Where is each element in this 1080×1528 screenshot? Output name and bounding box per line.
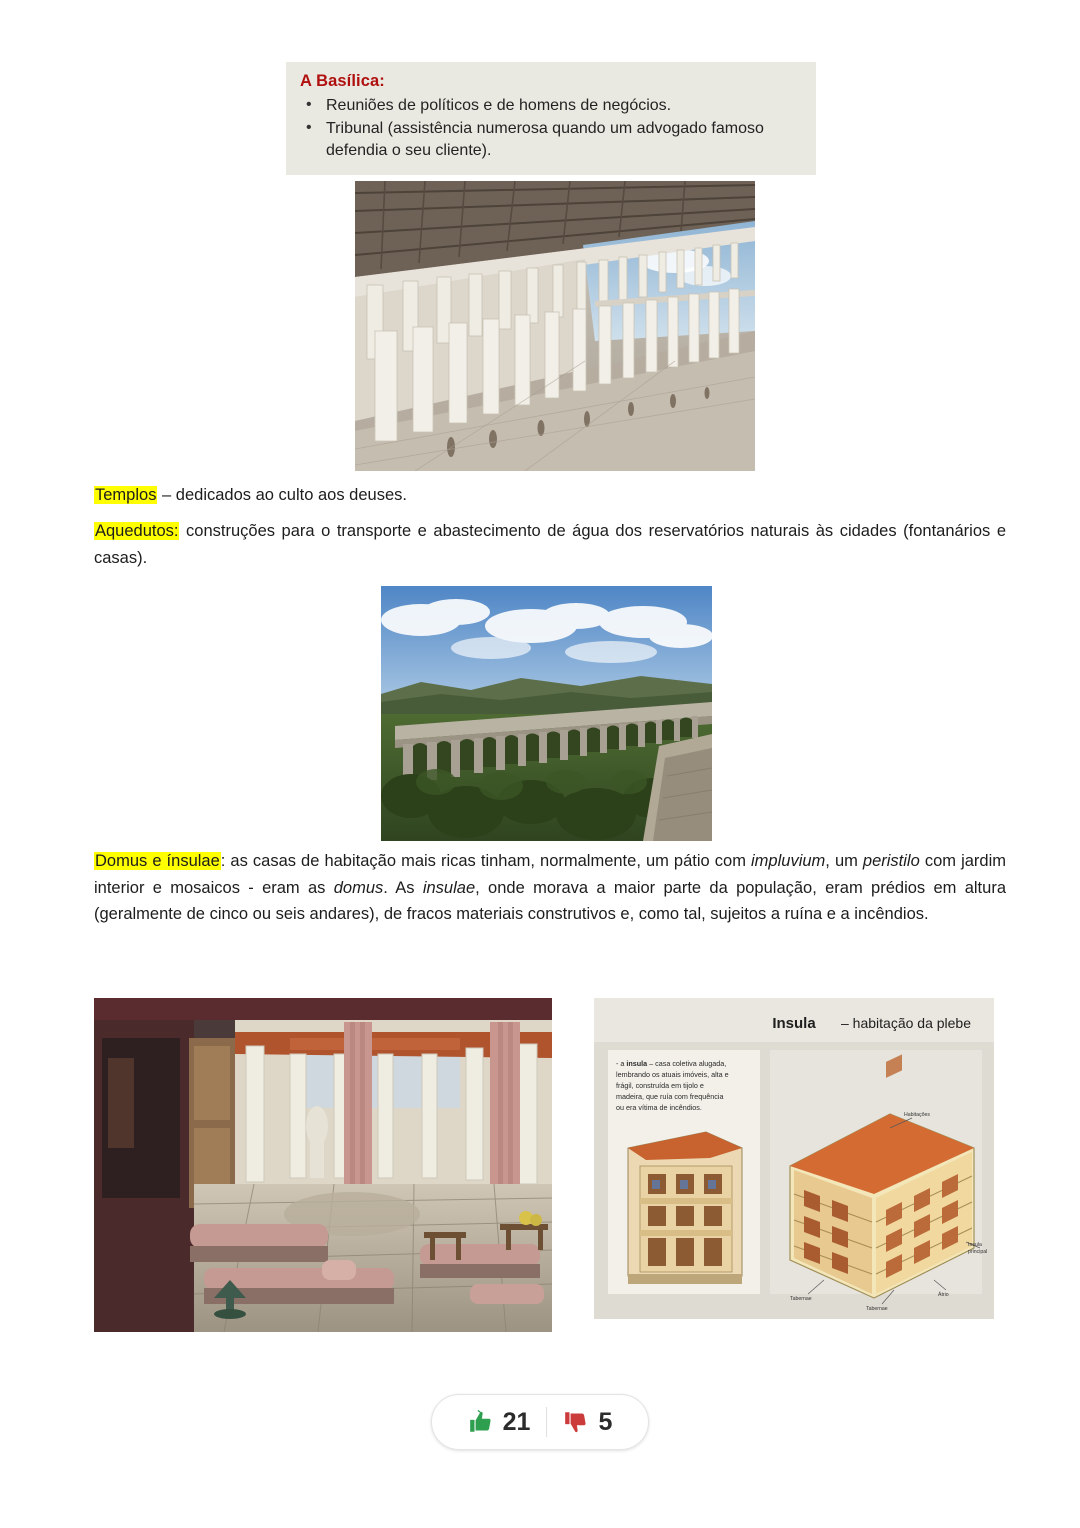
domus-text-2: , um (825, 852, 863, 870)
svg-text:Tabernae: Tabernae (790, 1296, 812, 1302)
svg-text:Tabernae: Tabernae (866, 1306, 888, 1312)
list-item: • Tribunal (assistência numerosa quando um advogado famoso defendia o seu cliente). (300, 118, 804, 162)
aqueduct-illustration (381, 586, 712, 841)
domus-text-4: . As (383, 878, 423, 897)
domus-italic-peristilo: peristilo (862, 852, 920, 870)
aqueduct-image (381, 586, 712, 841)
domus-italic-domus: domus (333, 878, 384, 897)
domus-italic-insulae: insulae (422, 878, 476, 897)
upvote-button[interactable] (452, 1409, 547, 1435)
vote-bar (431, 1394, 649, 1450)
basilica-bullet-list (300, 95, 804, 162)
svg-text:- a insula – casa coletiva alu: - a insula – casa coletiva alugada, (616, 1059, 727, 1068)
svg-text:madeira, que ruía com frequênc: madeira, que ruía com frequência (616, 1092, 724, 1101)
basilica-illustration (355, 181, 755, 471)
insula-title-rest: – habitação da plebe (841, 1015, 971, 1031)
highlight-aquedutos: Aquedutos: (95, 522, 179, 540)
thumbs-up-icon (468, 1409, 494, 1435)
svg-text:Átrio: Átrio (938, 1292, 949, 1298)
domus-italic-impluvium: impluvium (751, 852, 826, 870)
thumbs-down-icon (563, 1409, 589, 1435)
domus-text-5: , onde morava a maior parte da população, eram prédios em altura (geralmente de cinco ou seis andares), de fracos materiais construtivos e, como tal, sujeitos a ruína e a incêndios. (94, 878, 1006, 924)
domus-image (94, 998, 552, 1332)
basilica-image (355, 181, 755, 471)
downvote-count: 5 (598, 1407, 613, 1436)
domus-illustration (94, 998, 552, 1332)
highlight-templos: Templos (95, 486, 157, 504)
domus-text-3: com jardim interior e mosaicos - eram as (94, 852, 1006, 897)
svg-text:lembrando os atuais imóveis, a: lembrando os atuais imóveis, alta e (616, 1070, 729, 1079)
basilica-title: A Basílica: (300, 72, 385, 90)
insula-illustration (594, 998, 994, 1319)
highlight-domus: Domus e ínsulae (95, 852, 220, 870)
basilica-info-box (286, 62, 816, 175)
svg-text:frágil, construída em tijolo e: frágil, construída em tijolo e (616, 1081, 704, 1090)
paragraph-domus-insulae (94, 848, 1006, 928)
templos-text: – dedicados ao culto aos deuses. (157, 486, 407, 504)
svg-text:Insula: Insula (968, 1242, 982, 1248)
svg-text:principal: principal (968, 1249, 988, 1255)
paragraph-templos (94, 482, 1006, 509)
domus-text-1: : as casas de habitação mais ricas tinham, normalmente, um pátio com (220, 852, 752, 870)
upvote-count: 21 (502, 1407, 531, 1436)
list-item: • Reuniões de políticos e de homens de negócios. (300, 95, 804, 117)
insula-image (594, 998, 994, 1319)
svg-text:ou era vítima de incêndios.: ou era vítima de incêndios. (616, 1103, 702, 1112)
aquedutos-text: construções para o transporte e abastecimento de água dos reservatórios naturais às cidades (fontanários e casas). (94, 522, 1006, 567)
insula-title-bold: Insula (772, 1015, 816, 1032)
svg-text:Habitações: Habitações (904, 1112, 930, 1118)
paragraph-aquedutos (94, 518, 1006, 571)
downvote-button[interactable] (547, 1409, 628, 1435)
